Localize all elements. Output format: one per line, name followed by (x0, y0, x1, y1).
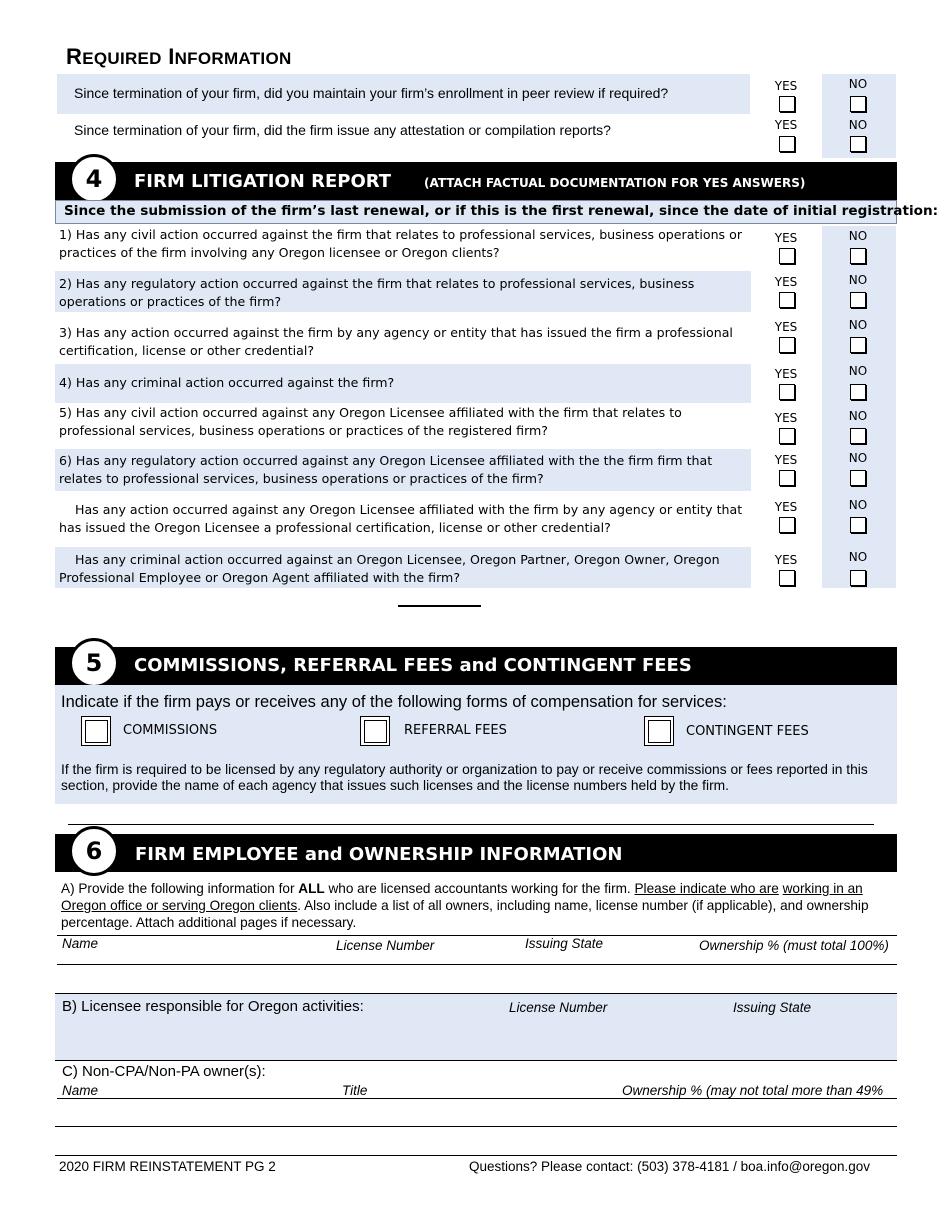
contingent-fees-checkbox[interactable] (644, 716, 674, 746)
no-label: NO (848, 451, 868, 465)
yes-label: YES (774, 79, 798, 93)
part-c-col-name: Name (62, 1083, 99, 1098)
no-label: NO (848, 318, 868, 332)
footer-contact: Questions? Please contact: (503) 378-4181 / boa.info@oregon.gov (469, 1159, 870, 1174)
lit-q1-text: 1) Has any civil action occurred against the firm that relates to professional services, business operations or practices of the firm involving any Oregon licensee or Oregon clients? (59, 227, 742, 260)
no-label: NO (848, 498, 868, 512)
divider (57, 964, 897, 965)
lit-q6-yes-checkbox[interactable] (779, 470, 795, 486)
divider (398, 605, 481, 607)
lit-q8-yes-checkbox[interactable] (779, 570, 795, 586)
part-c-col-title: Title (342, 1083, 368, 1098)
lit-q5-text: 5) Has any civil action occurred against any Oregon Licensee affiliated with the firm that relates to professional services, business operations or practices of the registered firm? (59, 405, 682, 438)
yes-label: YES (774, 553, 798, 567)
no-label: NO (848, 273, 868, 287)
lit-q7-yes-checkbox[interactable] (779, 517, 795, 533)
lit-q4-no-checkbox[interactable] (850, 384, 866, 400)
required-q1-yes-checkbox[interactable] (779, 96, 795, 112)
lit-q2-no-checkbox[interactable] (850, 292, 866, 308)
section-4-title: FIRM LITIGATION REPORT (134, 171, 392, 192)
lit-q7-text: Has any action occurred against any Oregon Licensee affiliated with the firm by any agency or entity that has issued the Oregon Licensee a professional certification, license or other credential? (59, 502, 743, 535)
part-c-label: C) Non-CPA/Non-PA owner(s): (62, 1063, 266, 1080)
lit-q2-text: 2) Has any regulatory action occurred against the firm that relates to professional services, business operations or practices of the firm? (59, 276, 695, 309)
referral-fees-label: REFERRAL FEES (404, 723, 507, 738)
referral-fees-checkbox[interactable] (360, 716, 390, 746)
section-6-title: FIRM EMPLOYEE and OWNERSHIP INFORMATION (135, 844, 623, 865)
section-6-number: 6 (69, 826, 119, 876)
required-q1-text: Since termination of your firm, did you maintain your firm’s enrollment in peer review if required? (74, 85, 669, 101)
lit-q4-yes-checkbox[interactable] (779, 384, 795, 400)
lit-q3-yes-checkbox[interactable] (779, 337, 795, 353)
divider (55, 1126, 897, 1127)
lit-q4-text: 4) Has any criminal action occurred against the firm? (59, 375, 395, 390)
yes-label: YES (774, 320, 798, 334)
no-label: NO (848, 118, 868, 132)
lit-q3-text: 3) Has any action occurred against the firm by any agency or entity that has issued the firm a professional certification, license or other credential? (59, 325, 733, 358)
section-4-number: 4 (69, 154, 119, 204)
lit-q7-no-checkbox[interactable] (850, 517, 866, 533)
no-label: NO (848, 550, 868, 564)
yes-label: YES (774, 118, 798, 132)
divider (57, 935, 897, 936)
col-issuing-state: Issuing State (525, 936, 604, 951)
lit-q1-no-checkbox[interactable] (850, 248, 866, 264)
section-6-part-a-text: A) Provide the following information for ALL who are licensed accountants working for the firm. Please indicate who are working in an Oregon office or serving Oregon clients. Also include a list of all owners, including name, license number (if applicable), and ownership percentage. Attach additional pages if necessary. (61, 881, 869, 930)
yes-label: YES (774, 500, 798, 514)
no-label: NO (848, 364, 868, 378)
lit-q5-yes-checkbox[interactable] (779, 428, 795, 444)
footer-page-label: 2020 FIRM REINSTATEMENT PG 2 (59, 1159, 276, 1174)
part-b-label: B) Licensee responsible for Oregon activities: (62, 998, 364, 1015)
contingent-fees-label: CONTINGENT FEES (686, 724, 809, 739)
col-name: Name (62, 936, 99, 951)
no-label: NO (848, 77, 868, 91)
lit-q8-no-checkbox[interactable] (850, 570, 866, 586)
yes-label: YES (774, 453, 798, 467)
no-label: NO (848, 229, 868, 243)
commissions-checkbox[interactable] (81, 716, 111, 746)
divider (55, 1060, 897, 1061)
required-q1-no-checkbox[interactable] (850, 96, 866, 112)
lit-q8-text: Has any criminal action occurred against an Oregon Licensee, Oregon Partner, Oregon Owner, Oregon Professional Employee or Oregon Agent affiliated with the firm? (59, 552, 720, 585)
no-label: NO (848, 409, 868, 423)
section-4-intro: Since the submission of the firm’s last renewal, or if this is the first renewal, since the date of initial registration: (64, 203, 939, 219)
section-5-title: COMMISSIONS, REFERRAL FEES and CONTINGENT FEES (134, 655, 692, 676)
divider (55, 1155, 897, 1156)
part-b-issuing-state: Issuing State (733, 1000, 812, 1015)
col-license-number: License Number (336, 938, 435, 953)
required-information-title: REQUIRED INFORMATION (66, 44, 292, 69)
required-q2-text: Since termination of your firm, did the firm issue any attestation or compilation reports? (74, 122, 611, 138)
commissions-label: COMMISSIONS (123, 723, 218, 738)
lit-q1-yes-checkbox[interactable] (779, 248, 795, 264)
lit-q6-text: 6) Has any regulatory action occurred against any Oregon Licensee affiliated with the the firm firm that relates to professional services, business operations or practices of the firm? (59, 453, 713, 486)
lit-q3-no-checkbox[interactable] (850, 337, 866, 353)
divider (57, 1098, 897, 1099)
lit-q2-yes-checkbox[interactable] (779, 292, 795, 308)
yes-label: YES (774, 231, 798, 245)
lit-q6-no-checkbox[interactable] (850, 470, 866, 486)
part-c-col-ownership: Ownership % (may not total more than 49% (622, 1083, 884, 1098)
yes-label: YES (774, 275, 798, 289)
section-5-number: 5 (69, 638, 119, 688)
divider (68, 824, 874, 825)
required-q2-yes-checkbox[interactable] (779, 136, 795, 152)
section-5-intro: Indicate if the firm pays or receives any of the following forms of compensation for services: (61, 693, 727, 711)
section-5-note: If the firm is required to be licensed by any regulatory authority or organization to pay or receive commissions or fees reported in this section, provide the name of each agency that issues such licenses and the license numbers held by the firm. (61, 762, 868, 793)
part-b-license-number: License Number (509, 1000, 608, 1015)
yes-label: YES (774, 411, 798, 425)
required-q2-no-checkbox[interactable] (850, 136, 866, 152)
lit-q5-no-checkbox[interactable] (850, 428, 866, 444)
col-ownership: Ownership % (must total 100%) (699, 938, 889, 953)
yes-label: YES (774, 367, 798, 381)
section-4-subtitle: (ATTACH FACTUAL DOCUMENTATION FOR YES ANSWERS) (424, 176, 806, 190)
